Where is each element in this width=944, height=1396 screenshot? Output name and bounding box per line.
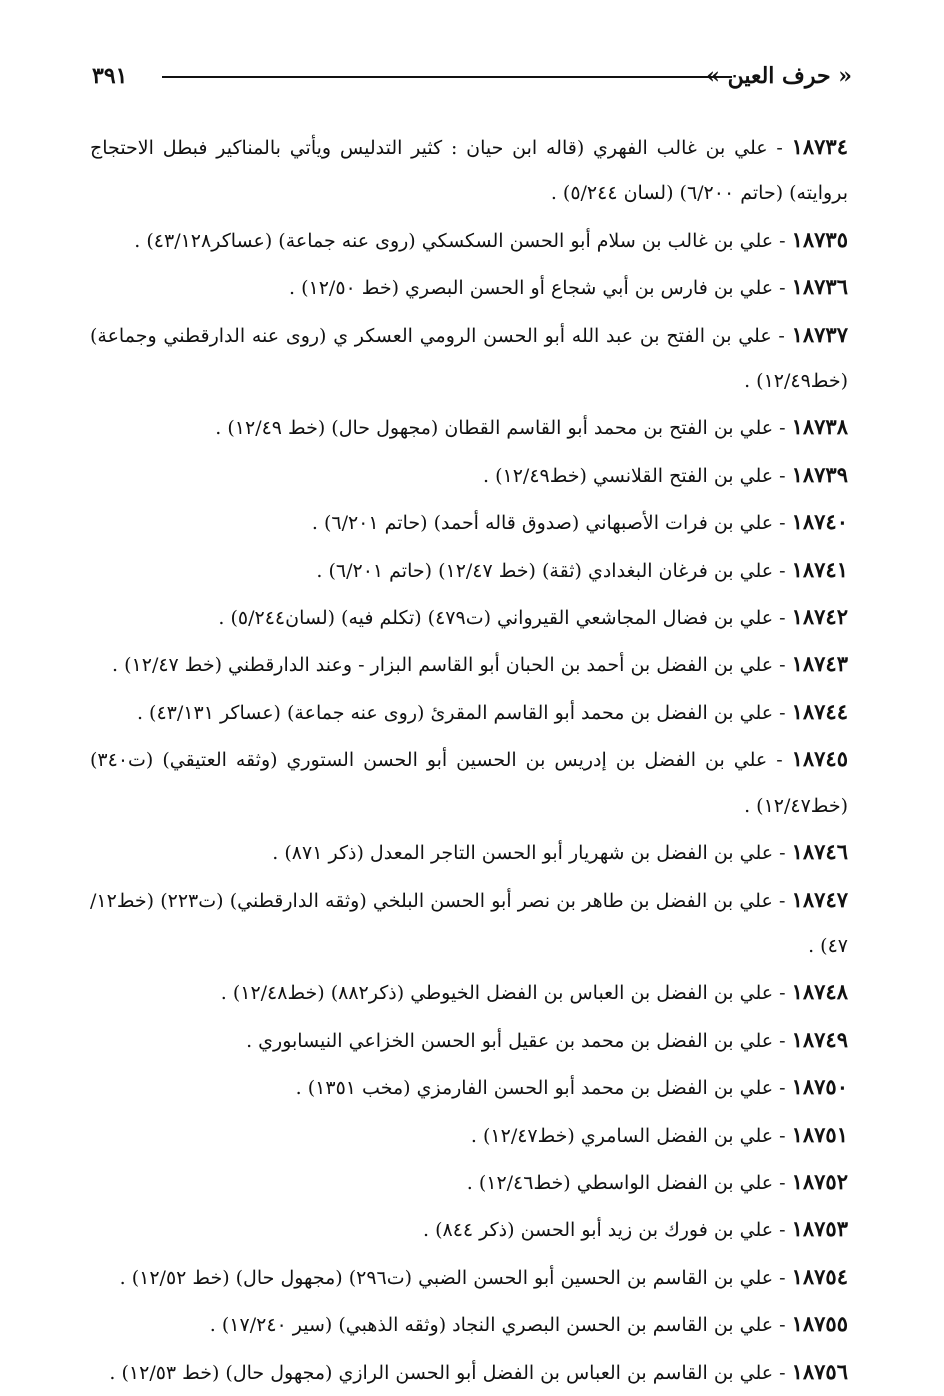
entry-text: علي بن فرات الأصبهاني (صدوق قاله أحمد) (حاتم ٦/٢٠١) . bbox=[311, 512, 774, 535]
entry-text: علي بن الفضل بن إدريس بن الحسين أبو الحسن الستوري (وثقه العتيقي) (ت٣٤٠) (خط١٢/٤٧) . bbox=[90, 749, 848, 817]
entry-text: علي بن الفضل بن محمد أبو الحسن الفارمزي (مخب ١٣٥١) . bbox=[295, 1077, 774, 1100]
entry-separator: - bbox=[772, 889, 792, 912]
entry bbox=[90, 1206, 848, 1253]
entry-text: علي بن القاسم بن الحسين أبو الحسن الضبي (ت٢٩٦) (مجهول حال) (خط ١٢/٥٢) . bbox=[119, 1266, 774, 1289]
entry-number: ١٨٧٣٦ bbox=[791, 274, 848, 300]
entry-text: علي بن الفضل السامري (خط١٢/٤٧) . bbox=[470, 1124, 774, 1147]
entry-separator: - bbox=[773, 1219, 792, 1242]
entry-text: علي بن القاسم بن الحسن البصري النجاد (وثقه الذهبي) (سير ١٧/٢٤٠) . bbox=[209, 1314, 774, 1337]
entry-number: ١٨٧٤٦ bbox=[791, 839, 848, 865]
entry bbox=[90, 1017, 848, 1064]
entry-separator: - bbox=[773, 464, 792, 487]
entry-separator: - bbox=[773, 842, 792, 865]
chapter-title: « حرف العين » bbox=[706, 63, 852, 89]
entry-number: ١٨٧٤٩ bbox=[791, 1026, 848, 1052]
entry-number: ١٨٧٥١ bbox=[791, 1121, 848, 1147]
entry bbox=[90, 1112, 848, 1159]
header-rule bbox=[162, 76, 732, 78]
entry-separator: - bbox=[773, 654, 792, 677]
entry-text: علي بن غالب الفهري (قاله ابن حيان : كثير التدليس ويأتي بالمناكير فبطل الاحتجاج بروايته) (حاتم ٦/٢٠٠) (لسان ٥/٢٤٤) . bbox=[90, 137, 848, 205]
entry-separator: - bbox=[773, 1266, 792, 1289]
entry-separator: - bbox=[773, 559, 792, 582]
entry-text: علي بن الفضل الواسطي (خط١٢/٤٦) . bbox=[466, 1171, 774, 1194]
entry bbox=[90, 829, 848, 876]
entry-number: ١٨٧٤٢ bbox=[791, 604, 848, 630]
entry-number: ١٨٧٣٨ bbox=[791, 414, 848, 440]
entry bbox=[90, 547, 848, 594]
entry bbox=[90, 641, 848, 688]
entry bbox=[90, 594, 848, 641]
entry-number: ١٨٧٥٠ bbox=[791, 1074, 848, 1100]
page-number: ٣٩١ bbox=[92, 63, 128, 89]
entry bbox=[90, 124, 848, 217]
entry-separator: - bbox=[773, 417, 792, 440]
entry bbox=[90, 877, 848, 970]
entry-number: ١٨٧٣٥ bbox=[791, 226, 848, 252]
entry-text: علي بن الفضل بن العباس بن الفضل الخيوطي (ذكر٨٨٢) (خط١٢/٤٨) . bbox=[220, 982, 774, 1005]
entry-text: علي بن القاسم بن العباس بن الفضل أبو الحسن الرازي (مجهول حال) (خط ١٢/٥٣) . bbox=[109, 1361, 774, 1384]
entry-number: ١٨٧٣٧ bbox=[791, 321, 848, 347]
entry-number: ١٨٧٤٧ bbox=[791, 886, 849, 912]
entry-number: ١٨٧٤٤ bbox=[791, 698, 848, 724]
entry bbox=[90, 404, 848, 451]
entry-list bbox=[90, 124, 848, 1396]
entry-separator: - bbox=[773, 512, 792, 535]
entry-text: علي بن غالب بن سلام أبو الحسن السكسكي (روى عنه جماعة) (عساكر٤٣/١٢٨) . bbox=[134, 229, 774, 252]
entry-separator: - bbox=[773, 1171, 792, 1194]
entry bbox=[90, 452, 848, 499]
entry-number: ١٨٧٤٥ bbox=[791, 746, 848, 772]
entry-text: علي بن الفتح بن محمد أبو القاسم القطان (مجهول حال) (خط ١٢/٤٩) . bbox=[215, 417, 774, 440]
entry-separator: - bbox=[773, 1314, 792, 1337]
entry-number: ١٨٧٤٨ bbox=[791, 979, 848, 1005]
entry-separator: - bbox=[767, 749, 792, 772]
entry-separator: - bbox=[773, 1077, 792, 1100]
entry-separator: - bbox=[773, 701, 792, 724]
entry-number: ١٨٧٥٣ bbox=[791, 1216, 848, 1242]
page-header bbox=[92, 56, 852, 96]
entry-text: علي بن الفضل بن شهريار أبو الحسن التاجر المعدل (ذكر ٨٧١) . bbox=[272, 842, 774, 865]
entry bbox=[90, 1254, 848, 1301]
entry-separator: - bbox=[771, 324, 792, 347]
entry bbox=[90, 1159, 848, 1206]
entry-number: ١٨٧٤٠ bbox=[791, 509, 848, 535]
entry-separator: - bbox=[773, 229, 792, 252]
entry-number: ١٨٧٥٤ bbox=[791, 1263, 848, 1289]
entry-number: ١٨٧٥٢ bbox=[791, 1168, 848, 1194]
entry-number: ١٨٧٤٣ bbox=[791, 651, 848, 677]
entry-separator: - bbox=[773, 982, 792, 1005]
entry-text: علي بن الفتح القلانسي (خط١٢/٤٩) . bbox=[483, 464, 774, 487]
entry-separator: - bbox=[773, 277, 792, 300]
entry bbox=[90, 736, 848, 829]
entry-number: ١٨٧٤١ bbox=[791, 556, 848, 582]
entry-number: ١٨٧٣٩ bbox=[791, 461, 848, 487]
entry-separator: - bbox=[773, 1124, 792, 1147]
entry-text: علي بن فرغان البغدادي (ثقة) (خط ١٢/٤٧) (حاتم ٦/٢٠١) . bbox=[316, 559, 774, 582]
entry-number: ١٨٧٣٤ bbox=[791, 134, 848, 159]
entry-number: ١٨٧٥٦ bbox=[791, 1358, 848, 1384]
entry-text: علي بن فورك بن زيد أبو الحسن (ذكر ٨٤٤) . bbox=[422, 1219, 774, 1242]
entry-text: علي بن الفضل بن محمد أبو القاسم المقرئ (روى عنه جماعة) (عساكر ٤٣/١٣١) . bbox=[136, 701, 774, 724]
entry-separator: - bbox=[773, 1029, 792, 1052]
entry bbox=[90, 217, 848, 264]
entry-text: علي بن الفضل بن طاهر بن نصر أبو الحسن البلخي (وثقه الدارقطني) (ت٢٢٣) (خط١٢/ ٤٧) . bbox=[90, 889, 848, 957]
entry bbox=[90, 499, 848, 546]
entry bbox=[90, 312, 848, 405]
entry-text: علي بن الفضل بن محمد بن عقيل أبو الحسن الخزاعي النيسابوري . bbox=[246, 1029, 774, 1052]
entry-text: علي بن فضال المجاشعي القيرواني (ت٤٧٩) (تكلم فيه) (لسان٥/٢٤٤) . bbox=[218, 607, 774, 630]
entry-text: علي بن الفتح بن عبد الله أبو الحسن الرومي العسكر ي (روى عنه الدارقطني وجماعة) (خط١٢/٤٩) . bbox=[90, 324, 848, 393]
entry bbox=[90, 1301, 848, 1348]
entry bbox=[90, 689, 848, 736]
entry-number: ١٨٧٥٥ bbox=[791, 1311, 848, 1337]
entry bbox=[90, 1064, 848, 1111]
entry bbox=[90, 1349, 848, 1396]
entry-separator: - bbox=[773, 607, 792, 630]
entry bbox=[90, 264, 848, 311]
entry-separator: - bbox=[767, 137, 792, 159]
entry-separator: - bbox=[773, 1361, 792, 1384]
entry-text: علي بن الفضل بن أحمد بن الحبان أبو القاسم البزار - وعند الدارقطني (خط ١٢/٤٧) . bbox=[112, 654, 774, 677]
entry bbox=[90, 969, 848, 1016]
entry-text: علي بن فارس بن أبي شجاع أو الحسن البصري (خط ١٢/٥٠) . bbox=[289, 277, 774, 300]
